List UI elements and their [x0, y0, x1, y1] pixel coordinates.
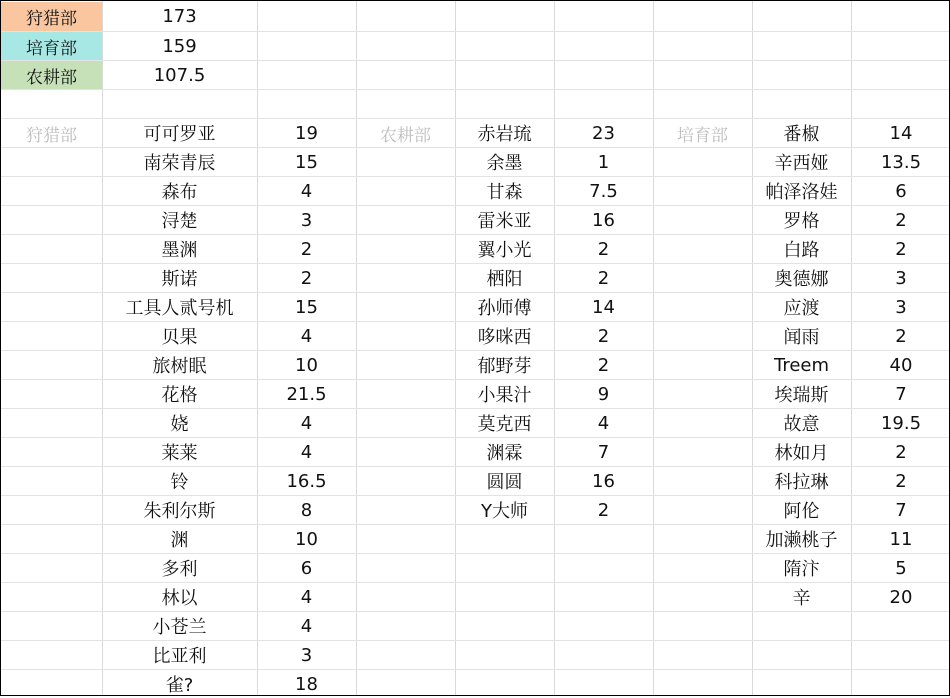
member-name-cell[interactable]: 工具人贰号机: [125, 298, 234, 319]
member-value-cell[interactable]: 15: [295, 296, 318, 318]
member-name-cell[interactable]: 浔楚: [161, 211, 198, 232]
member-name-cell[interactable]: 旅树眠: [152, 356, 207, 377]
member-value-cell[interactable]: 6: [300, 557, 313, 579]
member-value-cell[interactable]: 40: [889, 354, 913, 376]
member-value-cell[interactable]: 5: [895, 557, 907, 579]
member-value-cell[interactable]: 10: [295, 354, 318, 376]
section-dept-label[interactable]: 培育部: [677, 125, 728, 146]
member-value-cell[interactable]: 4: [300, 586, 313, 608]
member-value-cell[interactable]: 4: [300, 441, 313, 463]
section-dept-label[interactable]: 狩猎部: [26, 125, 77, 146]
member-value-cell[interactable]: 3: [895, 296, 907, 318]
member-value-cell[interactable]: 2: [895, 441, 907, 463]
member-value-cell[interactable]: 14: [592, 296, 615, 318]
member-name-cell[interactable]: 多利: [161, 559, 198, 580]
member-name-cell[interactable]: 花格: [161, 385, 198, 406]
member-name-cell[interactable]: 赤岩琉: [477, 124, 532, 145]
member-name-cell[interactable]: 莱莱: [161, 443, 198, 464]
member-value-cell[interactable]: 14: [889, 122, 913, 144]
member-value-cell[interactable]: 1: [597, 151, 610, 173]
member-name-cell[interactable]: 可可罗亚: [143, 124, 216, 145]
member-value-cell[interactable]: 18: [295, 673, 318, 695]
column-gridline: [653, 1, 654, 695]
member-value-cell[interactable]: 4: [300, 615, 313, 637]
summary-value-cell[interactable]: 107.5: [153, 64, 206, 86]
member-value-cell[interactable]: 2: [895, 470, 907, 492]
member-value-cell[interactable]: 2: [895, 238, 907, 260]
member-name-cell[interactable]: 甘森: [486, 182, 523, 203]
member-value-cell[interactable]: 9: [597, 383, 610, 405]
member-value-cell[interactable]: 20: [889, 586, 913, 608]
member-value-cell[interactable]: 4: [300, 180, 313, 202]
member-value-cell[interactable]: 10: [295, 528, 318, 550]
member-name-cell[interactable]: 墨渊: [161, 240, 198, 261]
member-value-cell[interactable]: 21.5: [286, 383, 327, 405]
column-gridline: [356, 1, 357, 695]
summary-dept-cell[interactable]: 培育部: [1, 32, 102, 60]
member-name-cell[interactable]: 贝果: [161, 327, 198, 348]
member-name-cell[interactable]: 郁野芽: [477, 356, 532, 377]
member-value-cell[interactable]: 3: [895, 267, 907, 289]
member-value-cell[interactable]: 8: [300, 499, 313, 521]
member-value-cell[interactable]: 11: [889, 528, 913, 550]
member-name-cell[interactable]: 比亚利: [152, 646, 207, 667]
member-name-cell[interactable]: 罗格: [783, 211, 820, 232]
member-name-cell[interactable]: 斯诺: [161, 269, 198, 290]
member-value-cell[interactable]: 7: [597, 441, 610, 463]
member-name-cell[interactable]: 阿伦: [783, 501, 820, 522]
member-name-cell[interactable]: 娆: [170, 414, 189, 435]
member-name-cell[interactable]: 哆咪西: [477, 327, 532, 348]
member-name-cell[interactable]: 孙师傅: [477, 298, 532, 319]
member-value-cell[interactable]: 3: [300, 209, 313, 231]
member-value-cell[interactable]: 19.5: [880, 412, 922, 434]
member-name-cell[interactable]: 南荣青辰: [143, 153, 216, 174]
member-value-cell[interactable]: 19: [295, 122, 318, 144]
summary-dept-cell[interactable]: 狩猎部: [1, 2, 102, 31]
member-name-cell[interactable]: 雀?: [165, 675, 194, 696]
member-name-cell[interactable]: 林以: [161, 588, 198, 609]
member-name-cell[interactable]: 翼小光: [477, 240, 532, 261]
member-name-cell[interactable]: 辛西娅: [774, 153, 829, 174]
member-value-cell[interactable]: 15: [295, 151, 318, 173]
row-gridline: [1, 89, 949, 90]
member-value-cell[interactable]: 7: [895, 383, 907, 405]
member-value-cell[interactable]: 16: [592, 209, 615, 231]
member-name-cell[interactable]: 埃瑞斯: [774, 385, 829, 406]
member-name-cell[interactable]: Y大师: [481, 501, 528, 522]
member-value-cell[interactable]: 2: [300, 238, 313, 260]
member-name-cell[interactable]: 加濑桃子: [765, 530, 838, 551]
member-value-cell[interactable]: 2: [597, 325, 610, 347]
member-name-cell[interactable]: 隋汴: [783, 559, 820, 580]
member-name-cell[interactable]: 莫克西: [477, 414, 532, 435]
member-name-cell[interactable]: 科拉琳: [774, 472, 829, 493]
member-name-cell[interactable]: 故意: [783, 414, 820, 435]
member-value-cell[interactable]: 23: [592, 122, 615, 144]
member-name-cell[interactable]: 小苍兰: [152, 617, 207, 638]
member-value-cell[interactable]: 2: [895, 325, 907, 347]
member-name-cell[interactable]: 渊霖: [486, 443, 523, 464]
member-name-cell[interactable]: 辛: [792, 588, 811, 609]
member-value-cell[interactable]: 6: [895, 180, 907, 202]
member-name-cell[interactable]: Treem: [773, 354, 830, 376]
summary-value-cell[interactable]: 159: [162, 35, 197, 57]
member-value-cell[interactable]: 2: [597, 267, 610, 289]
member-value-cell[interactable]: 4: [597, 412, 610, 434]
member-value-cell[interactable]: 4: [300, 412, 313, 434]
member-name-cell[interactable]: 帕泽洛娃: [765, 182, 838, 203]
member-value-cell[interactable]: 16: [592, 470, 615, 492]
member-name-cell[interactable]: 圆圆: [486, 472, 523, 493]
member-value-cell[interactable]: 13.5: [880, 151, 922, 173]
member-value-cell[interactable]: 2: [597, 238, 610, 260]
member-name-cell[interactable]: 小果汁: [477, 385, 532, 406]
member-name-cell[interactable]: 白路: [783, 240, 820, 261]
member-name-cell[interactable]: 番椒: [783, 124, 820, 145]
member-name-cell[interactable]: 雷米亚: [477, 211, 532, 232]
member-name-cell[interactable]: 应渡: [783, 298, 820, 319]
member-name-cell[interactable]: 渊: [170, 530, 189, 551]
member-name-cell[interactable]: 闻雨: [783, 327, 820, 348]
member-name-cell[interactable]: 林如月: [774, 443, 829, 464]
member-name-cell[interactable]: 余墨: [486, 153, 523, 174]
member-value-cell[interactable]: 2: [895, 209, 907, 231]
member-value-cell[interactable]: 2: [597, 354, 610, 376]
section-dept-label[interactable]: 农耕部: [380, 125, 431, 146]
member-value-cell[interactable]: 2: [597, 499, 610, 521]
member-value-cell[interactable]: 3: [300, 644, 313, 666]
member-name-cell[interactable]: 森布: [161, 182, 198, 203]
member-name-cell[interactable]: 铃: [170, 472, 189, 493]
member-name-cell[interactable]: 奥德娜: [774, 269, 829, 290]
member-value-cell[interactable]: 7: [895, 499, 907, 521]
member-value-cell[interactable]: 4: [300, 325, 313, 347]
member-value-cell[interactable]: 16.5: [286, 470, 327, 492]
summary-value-cell[interactable]: 173: [162, 6, 197, 27]
member-value-cell[interactable]: 7.5: [589, 180, 618, 202]
member-name-cell[interactable]: 栖阳: [486, 269, 523, 290]
member-value-cell[interactable]: 2: [300, 267, 313, 289]
member-name-cell[interactable]: 朱利尔斯: [143, 501, 216, 522]
summary-dept-cell[interactable]: 农耕部: [1, 61, 102, 89]
